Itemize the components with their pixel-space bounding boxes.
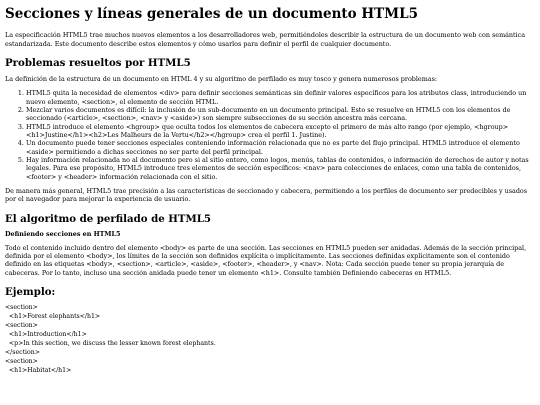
code-line: <h1>Habitat</h1> (5, 367, 72, 375)
code-example (5, 304, 535, 376)
code-line: </section> (5, 349, 40, 357)
list-item: 4. Un documento puede tener secciones especiales conteniendo información relacionada que no es parte del flujo principal. HTML5 introduce el elemento <aside> permitiendo a dichas secciones no ser parte del perfil principal. (26, 139, 535, 156)
list-item: 5. Hay información relacionada no al documento pero si al sitio entero, como logos, menús, tablas de contenidos, o información de derechos de autor y notas legales. Para ese propósito, HTML5 introduce tres elementos de sección específicos: <nav> para colecciones de enlaces, como una tabla de contenidos, <footer> y <header> información relacionada con el sitio. (26, 156, 535, 181)
section-heading-problems: Problemas resueltos por HTML5 (5, 56, 191, 69)
list-item: 3. HTML5 introduce el elemento <hgroup> que oculta todos los elementos de cabecera excepto el primero de más alto rango (por ejemplo, <hgroup><h1>Justine</h1><h2>Les Malheurs de la Vertu</h2></hgroup> crea el perfil 1. Justine). (26, 123, 535, 140)
code-line: <h1>Forest elephants</h1> (5, 313, 101, 321)
section-heading-algorithm: El algoritmo de perfilado de HTML5 (5, 212, 211, 225)
defining-sections-paragraph: Todo el contenido incluido dentro del elemento <body> es parte de una sección. Las secciones en HTML5 pueden ser anidadas. Además de la sección principal, definida por el elemento <body>, los límites de la sección son definidos explícita o implícitamente. Las secciones definidas explícitamente son el contenido definido en las etiquetas <body>, <section>, <article>, <aside>, <footer>, <header>, y <nav>. Nota: Cada sección puede tener su propia jerarquía de cabeceras. Por lo tanto, incluso una sección anidada puede tener un elemento <h1>. Consulte también Definiendo cabeceras en HTML5. (5, 243, 527, 277)
problems-list (5, 89, 535, 181)
page-title: Secciones y líneas generales de un documento HTML5 (5, 6, 418, 22)
code-line: <section> (5, 304, 38, 312)
subsection-heading-defining-sections: Definiendo secciones en HTML5 (5, 229, 121, 238)
list-item: 1. HTML5 quita la necesidad de elementos <div> para definir secciones semánticas sin definir valores específicos para los atributos class, introduciendo un nuevo elemento, <section>, el elemento de sección HTML. (26, 89, 535, 106)
code-line: <p>In this section, we discuss the lesser known forest elephants. (5, 340, 216, 348)
intro-paragraph: La especificación HTML5 trae muchos nuevos elementos a los desarrolladores web, permitiéndoles describir la estructura de un documento web con semántica estandarizada. Este documento describe estos elementos y cómo usarlos para definir el perfil de cualquier documento. (5, 31, 526, 48)
problems-lead-paragraph: La definición de la estructura de un documento en HTML 4 y su algoritmo de perfilado es muy tosco y genera numerosos problemas: (5, 75, 438, 84)
section-heading-example: Ejemplo: (5, 285, 56, 298)
code-line: <section> (5, 358, 38, 366)
code-line: <h1>Introduction</h1> (5, 331, 87, 339)
problems-closing-paragraph: De manera más general, HTML5 trae precisión a las características de seccionado y cabecera, permitiendo a los perfiles de documento ser predecibles y usados por el navegador para mejorar la experiencia de usuario. (5, 187, 528, 204)
code-line: <section> (5, 322, 38, 330)
list-item: 2. Mezclar varios documentos es difícil: la inclusión de un sub-documento en un documento principal. Esto se resuelve en HTML5 con los elementos de seccionado (<article>, <section>, <nav> y <aside>) son siempre subsecciones de su sección ancestra más cercana. (26, 106, 535, 123)
